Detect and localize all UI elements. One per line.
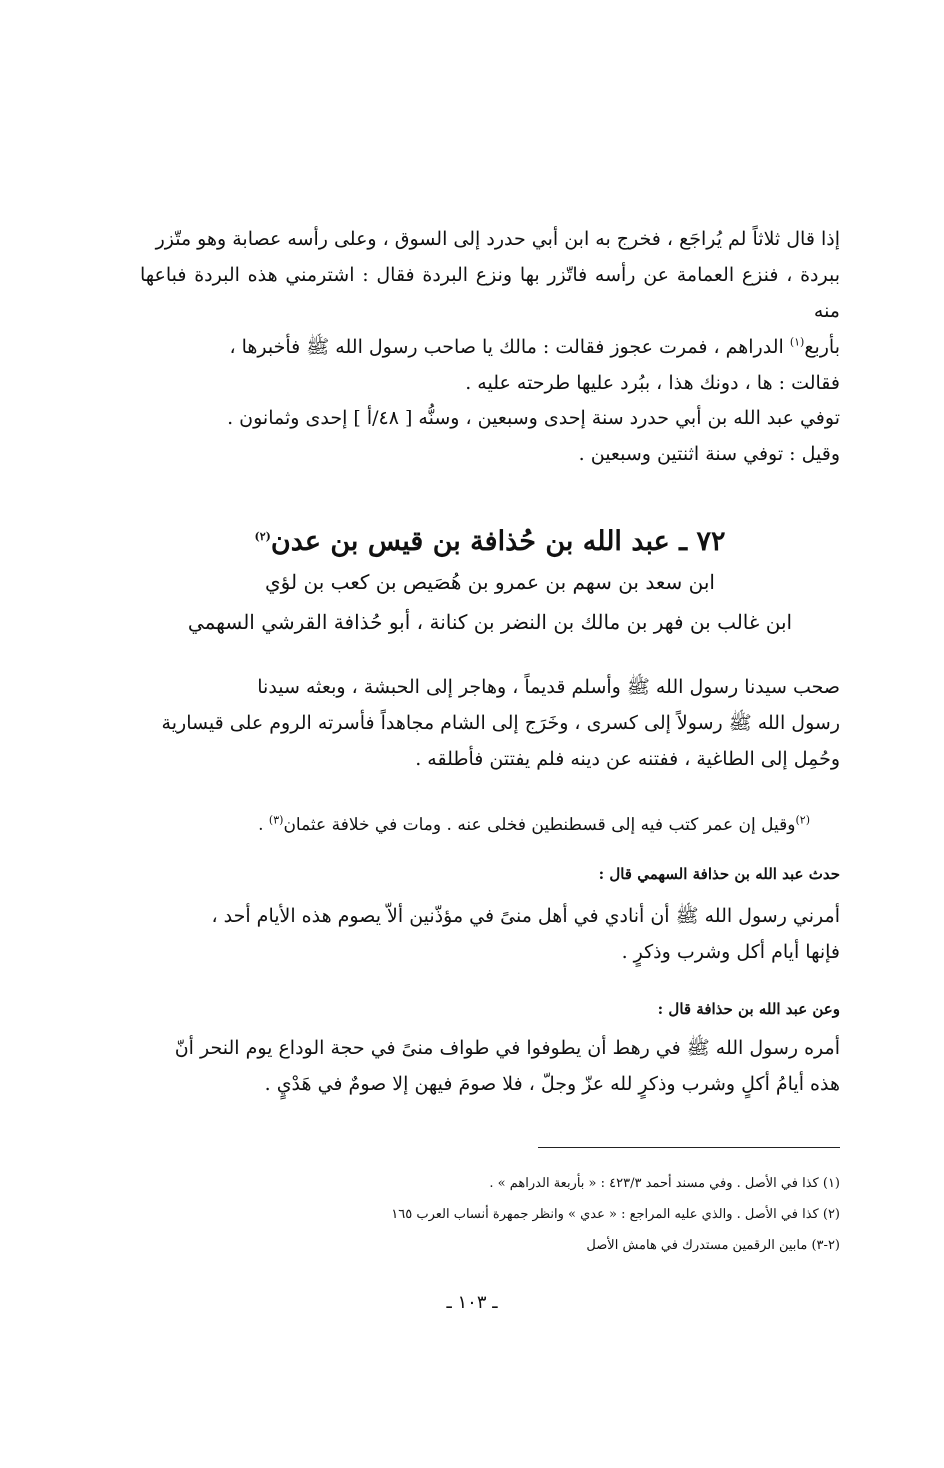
text-line	[170, 810, 810, 840]
footnote: (٢-٣) مابين الرقمين مستدرك في هامش الأصل	[586, 1238, 840, 1253]
text-line: إذا قال ثلاثاً لم يُراجَع ، فخرج به ابن أبي حدرد إلى السوق ، وعلى رأسه عصابة وهو متّزر	[155, 228, 840, 250]
text-line: هذه أيامُ أكلٍ وشرب وذكرٍ لله عزّ وجلّ ، فلا صومَ فيهن إلا صومٌ في هَدْيٍ .	[264, 1073, 840, 1095]
text-line	[140, 329, 840, 365]
biography-title	[140, 522, 840, 562]
text-line: أمرني رسول الله ﷺ أن أنادي في أهل منىً في مؤذّنين ألاّ يصوم هذه الأيام أحد ،	[211, 905, 840, 927]
hadith-text	[140, 898, 840, 970]
text-line: أمره رسول الله ﷺ في رهط أن يطوفوا في طواف منىً في حجة الوداع يوم النحر أنّ	[174, 1037, 840, 1059]
footnote-marker: (٢)	[254, 530, 271, 543]
hadith-chain: حدث عبد الله بن حذافة السهمي قال :	[598, 865, 840, 883]
text-segment: وقيل إن عمر كتب فيه إلى قسطنطين فخلى عنه . ومات في خلافة عثمان	[283, 815, 796, 835]
paragraph-note	[170, 810, 810, 840]
text-segment: .	[258, 815, 269, 835]
paragraph-biography	[140, 669, 840, 777]
footnote-marker: (٢)	[795, 813, 810, 827]
text-line: رسول الله ﷺ رسولاً إلى كسرى ، وخَرَج إلى الشام مجاهداً فأسرته الروم على قيسارية	[161, 712, 840, 734]
text-line: توفي عبد الله بن أبي حدرد سنة إحدى وسبعين ، وسنُّه [ ٤٨/أ ] إحدى وثمانون .	[227, 407, 840, 429]
biography-heading	[140, 522, 840, 642]
text-segment: بأربع	[804, 336, 840, 358]
paragraph-death	[140, 400, 840, 472]
lineage-line: ابن غالب بن فهر بن مالك بن النضر بن كنانة ، أبو حُذافة القرشي السهمي	[187, 610, 793, 634]
footnote-divider	[538, 1147, 840, 1148]
title-text: ٧٢ ـ عبد الله بن حُذافة بن قيس بن عدن	[270, 526, 726, 557]
footnote: (١) كذا في الأصل . وفي مسند أحمد ٤٢٣/٣ : « بأربعة الدراهم » .	[489, 1176, 840, 1191]
footnote-marker: (١)	[789, 335, 805, 349]
page-number: ـ ١٠٣ ـ	[446, 1292, 498, 1313]
footnotes	[140, 1168, 840, 1261]
text-line: صحب سيدنا رسول الله ﷺ وأسلم قديماً ، وهاجر إلى الحبشة ، وبعثه سيدنا	[257, 676, 840, 698]
text-segment: الدراهم ، فمرت عجوز فقالت : مالك يا صاحب رسول الله ﷺ فأخبرها ،	[229, 336, 790, 358]
paragraph-story	[140, 221, 840, 401]
text-line: وحُمِل إلى الطاغية ، ففتنه عن دينه فلم يفتتن فأطلقه .	[415, 748, 840, 770]
text-line: ببردة ، فنزع العمامة عن رأسه فاتّزر بها ونزع البردة فقال : اشترمني هذه البردة فباعها منه	[140, 264, 840, 322]
text-line: فإنها أيام أكل وشرب وذكرٍ .	[621, 941, 840, 963]
footnote-marker: (٣)	[268, 813, 284, 827]
footnote: (٢) كذا في الأصل . والذي عليه المراجع : « عدي » وانظر جمهرة أنساب العرب ١٦٥	[391, 1207, 840, 1222]
hadith-text	[140, 1030, 840, 1102]
text-line: فقالت : ها ، دونك هذا ، ببُرد عليها طرحته عليه .	[465, 372, 840, 394]
text-line: وقيل : توفي سنة اثنتين وسبعين .	[578, 443, 840, 465]
hadith-chain: وعن عبد الله بن حذافة قال :	[657, 1000, 840, 1018]
lineage-line: ابن سعد بن سهم بن عمرو بن هُصَيص بن كعب بن لؤي	[265, 570, 715, 594]
